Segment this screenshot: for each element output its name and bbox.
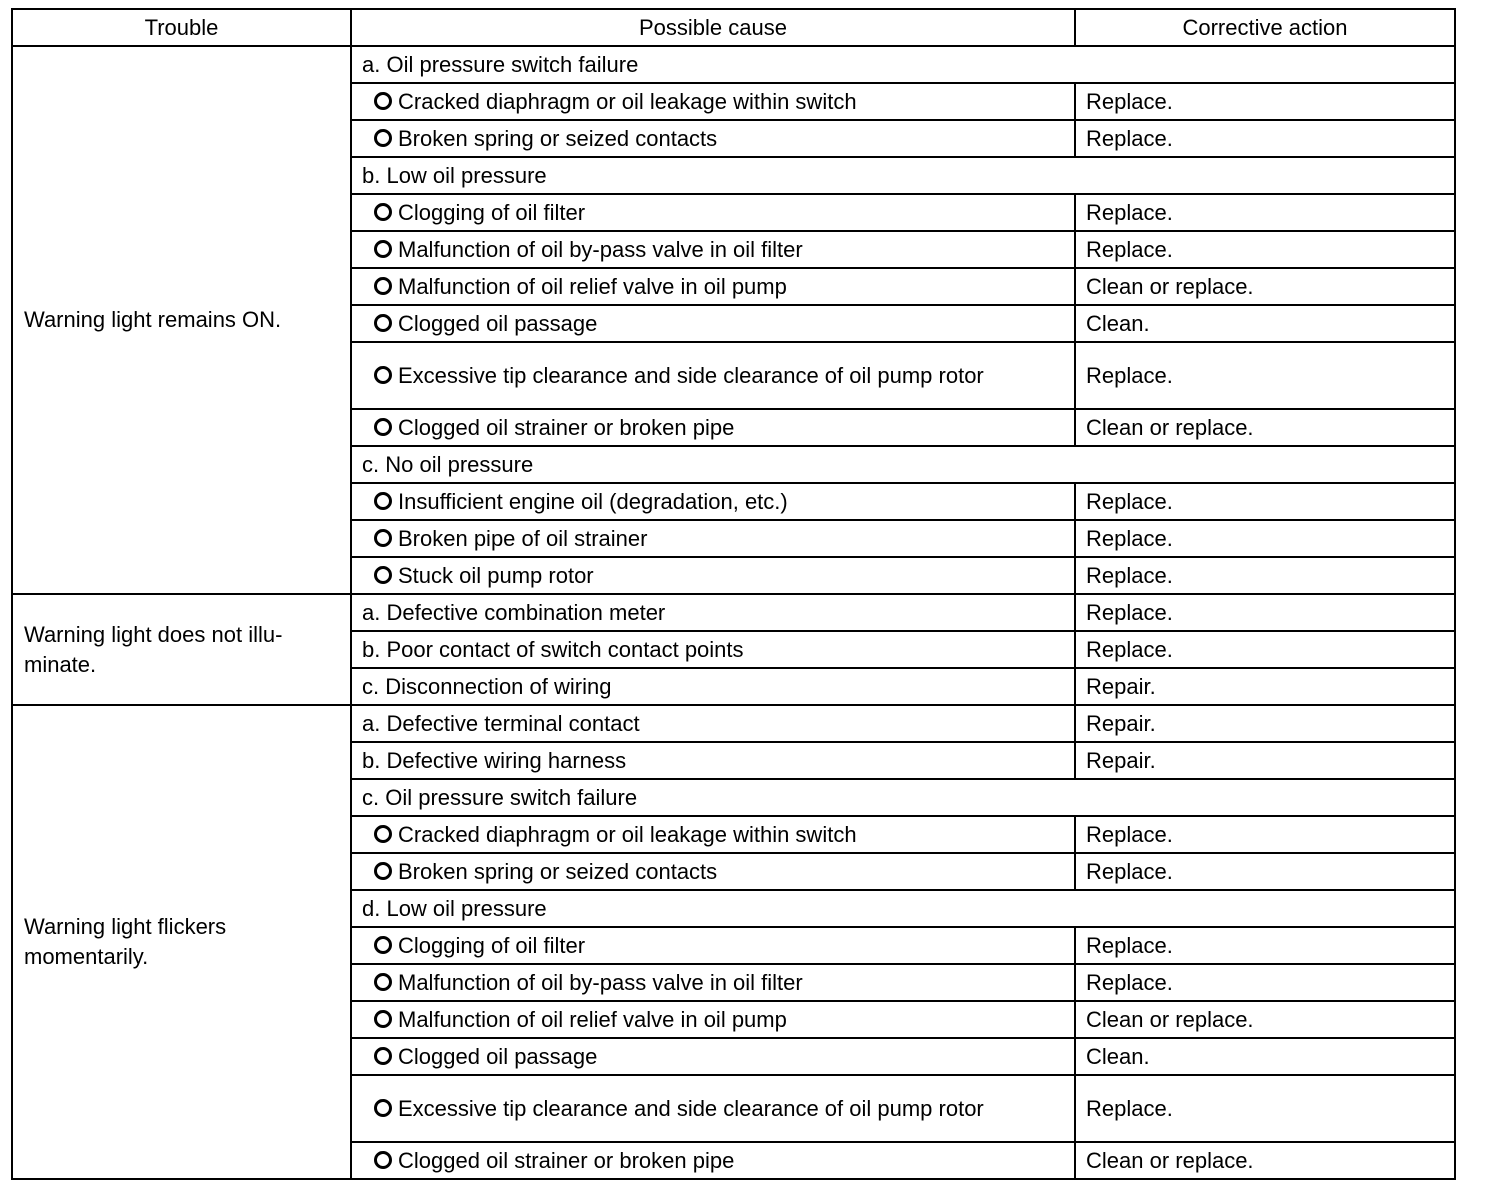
corrective-action-cell: Replace. xyxy=(1075,816,1455,853)
circle-bullet-icon xyxy=(374,366,392,384)
circle-bullet-icon xyxy=(374,973,392,991)
corrective-action-cell: Clean. xyxy=(1075,1038,1455,1075)
possible-cause-cell xyxy=(351,557,1075,594)
corrective-action-cell: Replace. xyxy=(1075,557,1455,594)
possible-cause-text: Stuck oil pump rotor xyxy=(398,562,594,588)
possible-cause-cell xyxy=(351,1038,1075,1075)
circle-bullet-icon xyxy=(374,314,392,332)
possible-cause-text: Malfunction of oil relief valve in oil pump xyxy=(398,1006,787,1032)
possible-cause-cell: b. Poor contact of switch contact points xyxy=(351,631,1075,668)
possible-cause-cell xyxy=(351,194,1075,231)
corrective-action-cell: Replace. xyxy=(1075,927,1455,964)
possible-cause-text: Malfunction of oil relief valve in oil pump xyxy=(398,273,787,299)
header-possible-cause: Possible cause xyxy=(351,9,1075,46)
possible-cause-text: Insufficient engine oil (degradation, etc.) xyxy=(398,488,788,514)
possible-cause-text: Excessive tip clearance and side clearance of oil pump rotor xyxy=(398,362,984,388)
table-header xyxy=(12,9,1455,46)
circle-bullet-icon xyxy=(374,1151,392,1169)
possible-cause-cell xyxy=(351,483,1075,520)
corrective-action-cell: Replace. xyxy=(1075,1075,1455,1142)
possible-cause-text: Cracked diaphragm or oil leakage within switch xyxy=(398,821,857,847)
circle-bullet-icon xyxy=(374,92,392,110)
table-row xyxy=(12,705,1455,742)
trouble-cell: Warning light flickers momentarily. xyxy=(12,705,351,1179)
circle-bullet-icon xyxy=(374,418,392,436)
circle-bullet-icon xyxy=(374,825,392,843)
corrective-action-cell: Replace. xyxy=(1075,342,1455,409)
possible-cause-cell xyxy=(351,120,1075,157)
cause-group-heading: c. Oil pressure switch failure xyxy=(351,779,1455,816)
corrective-action-cell: Replace. xyxy=(1075,631,1455,668)
corrective-action-cell: Replace. xyxy=(1075,964,1455,1001)
possible-cause-cell xyxy=(351,1001,1075,1038)
possible-cause-cell xyxy=(351,1142,1075,1179)
circle-bullet-icon xyxy=(374,566,392,584)
circle-bullet-icon xyxy=(374,1099,392,1117)
circle-bullet-icon xyxy=(374,936,392,954)
cause-group-heading: a. Oil pressure switch failure xyxy=(351,46,1455,83)
possible-cause-text: Clogged oil passage xyxy=(398,310,598,336)
possible-cause-cell xyxy=(351,853,1075,890)
circle-bullet-icon xyxy=(374,1010,392,1028)
possible-cause-cell xyxy=(351,83,1075,120)
possible-cause-cell xyxy=(351,816,1075,853)
circle-bullet-icon xyxy=(374,277,392,295)
cause-group-heading: c. No oil pressure xyxy=(351,446,1455,483)
possible-cause-cell xyxy=(351,231,1075,268)
possible-cause-text: Clogging of oil filter xyxy=(398,932,586,958)
possible-cause-text: Clogging of oil filter xyxy=(398,199,586,225)
corrective-action-cell: Clean or replace. xyxy=(1075,1001,1455,1038)
possible-cause-cell: c. Disconnection of wiring xyxy=(351,668,1075,705)
corrective-action-cell: Replace. xyxy=(1075,194,1455,231)
possible-cause-text: Excessive tip clearance and side clearance of oil pump rotor xyxy=(398,1095,984,1121)
possible-cause-cell xyxy=(351,927,1075,964)
possible-cause-cell xyxy=(351,268,1075,305)
possible-cause-text: Malfunction of oil by-pass valve in oil filter xyxy=(398,969,803,995)
corrective-action-cell: Clean or replace. xyxy=(1075,1142,1455,1179)
possible-cause-text: Broken pipe of oil strainer xyxy=(398,525,648,551)
circle-bullet-icon xyxy=(374,129,392,147)
table-row xyxy=(12,46,1455,83)
corrective-action-cell: Replace. xyxy=(1075,231,1455,268)
cause-group-heading: b. Low oil pressure xyxy=(351,157,1455,194)
header-corrective-action: Corrective action xyxy=(1075,9,1455,46)
trouble-cell: Warning light does not illu- minate. xyxy=(12,594,351,705)
possible-cause-cell xyxy=(351,342,1075,409)
circle-bullet-icon xyxy=(374,492,392,510)
possible-cause-text: Clogged oil strainer or broken pipe xyxy=(398,1147,735,1173)
circle-bullet-icon xyxy=(374,240,392,258)
table-body xyxy=(12,46,1455,1179)
possible-cause-text: Broken spring or seized contacts xyxy=(398,858,718,884)
circle-bullet-icon xyxy=(374,529,392,547)
possible-cause-cell xyxy=(351,520,1075,557)
corrective-action-cell: Repair. xyxy=(1075,705,1455,742)
possible-cause-text: Broken spring or seized contacts xyxy=(398,125,718,151)
possible-cause-cell: b. Defective wiring harness xyxy=(351,742,1075,779)
possible-cause-cell xyxy=(351,1075,1075,1142)
possible-cause-cell xyxy=(351,409,1075,446)
possible-cause-text: Clogged oil passage xyxy=(398,1043,598,1069)
corrective-action-cell: Replace. xyxy=(1075,594,1455,631)
circle-bullet-icon xyxy=(374,1047,392,1065)
corrective-action-cell: Clean or replace. xyxy=(1075,409,1455,446)
corrective-action-cell: Repair. xyxy=(1075,668,1455,705)
circle-bullet-icon xyxy=(374,203,392,221)
trouble-cell: Warning light remains ON. xyxy=(12,46,351,594)
possible-cause-text: Malfunction of oil by-pass valve in oil filter xyxy=(398,236,803,262)
corrective-action-cell: Replace. xyxy=(1075,853,1455,890)
possible-cause-text: Cracked diaphragm or oil leakage within switch xyxy=(398,88,857,114)
possible-cause-cell: a. Defective combination meter xyxy=(351,594,1075,631)
possible-cause-cell: a. Defective terminal contact xyxy=(351,705,1075,742)
possible-cause-cell xyxy=(351,964,1075,1001)
corrective-action-cell: Replace. xyxy=(1075,520,1455,557)
possible-cause-text: Clogged oil strainer or broken pipe xyxy=(398,414,735,440)
corrective-action-cell: Replace. xyxy=(1075,483,1455,520)
possible-cause-cell xyxy=(351,305,1075,342)
circle-bullet-icon xyxy=(374,862,392,880)
cause-group-heading: d. Low oil pressure xyxy=(351,890,1455,927)
header-trouble: Trouble xyxy=(12,9,351,46)
table-row xyxy=(12,594,1455,631)
corrective-action-cell: Clean or replace. xyxy=(1075,268,1455,305)
header-row xyxy=(12,9,1455,46)
corrective-action-cell: Repair. xyxy=(1075,742,1455,779)
corrective-action-cell: Replace. xyxy=(1075,120,1455,157)
corrective-action-cell: Replace. xyxy=(1075,83,1455,120)
corrective-action-cell: Clean. xyxy=(1075,305,1455,342)
troubleshooting-table xyxy=(11,8,1456,1180)
